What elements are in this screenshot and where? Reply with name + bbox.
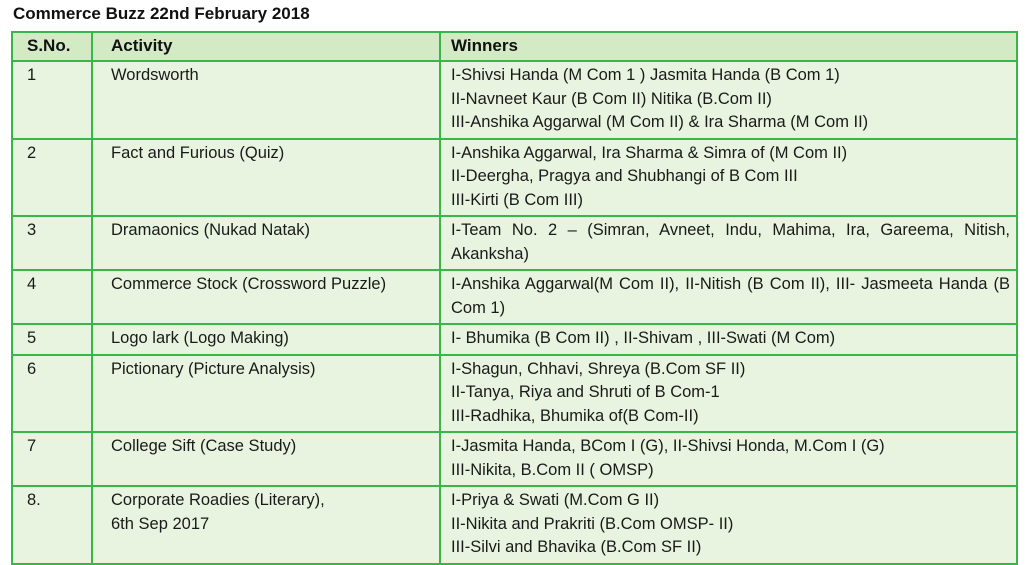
activity-line: Wordsworth bbox=[111, 66, 199, 84]
cell-winners bbox=[440, 486, 1017, 564]
winners-line: III-Anshika Aggarwal (M Com II) & Ira Sharma (M Com II) bbox=[451, 113, 869, 131]
activity-line: Pictionary (Picture Analysis) bbox=[111, 359, 316, 378]
table-header-row bbox=[12, 32, 1017, 61]
winners-line: III-Radhika, Bhumika of(B Com-II) bbox=[451, 406, 699, 425]
cell-activity bbox=[92, 324, 440, 355]
activity-line: Dramaonics (Nukad Natak) bbox=[111, 221, 310, 239]
winners-line: III-Silvi and Bhavika (B.Com SF II) bbox=[451, 538, 702, 556]
winners-line: I-Anshika Aggarwal, Ira Sharma & Simra of (M Com II) bbox=[451, 143, 848, 162]
activity-line: College Sift (Case Study) bbox=[111, 437, 297, 455]
cell-activity bbox=[92, 432, 440, 486]
winners-line: I-Shagun, Chhavi, Shreya (B.Com SF II) bbox=[451, 359, 746, 378]
cell-sno: 1 bbox=[12, 61, 92, 139]
cell-winners bbox=[440, 139, 1017, 217]
cell-activity bbox=[92, 61, 440, 139]
cell-winners bbox=[440, 216, 1017, 270]
activity-line: 6th Sep 2017 bbox=[111, 514, 210, 533]
table-row bbox=[12, 432, 1017, 486]
winners-line: III-Kirti (B Com III) bbox=[451, 190, 583, 209]
winners-text: I-Team No. 2 – (Simran, Avneet, Indu, Mahima, Ira, Gareema, Nitish, Akanksha) bbox=[451, 221, 1010, 263]
winners-table bbox=[11, 31, 1018, 565]
winners-line: II-Nikita and Prakriti (B.Com OMSP- II) bbox=[451, 514, 734, 533]
winners-line: I-Jasmita Handa, BCom I (G), II-Shivsi Honda, M.Com I (G) bbox=[451, 437, 885, 455]
cell-winners bbox=[440, 324, 1017, 355]
winners-line: I-Priya & Swati (M.Com G II) bbox=[451, 491, 660, 509]
activity-line: Fact and Furious (Quiz) bbox=[111, 143, 285, 162]
cell-sno: 3 bbox=[12, 216, 92, 270]
table-row bbox=[12, 355, 1017, 433]
activity-line: Corporate Roadies (Literary), bbox=[111, 491, 325, 509]
cell-winners bbox=[440, 61, 1017, 139]
table-row bbox=[12, 61, 1017, 139]
cell-activity bbox=[92, 355, 440, 433]
header-activity: Activity bbox=[92, 32, 440, 61]
winners-line: I-Shivsi Handa (M Com 1 ) Jasmita Handa (B Com 1) bbox=[451, 66, 840, 84]
table-row bbox=[12, 216, 1017, 270]
table-row bbox=[12, 486, 1017, 564]
page-title: Commerce Buzz 22nd February 2018 bbox=[13, 4, 310, 23]
activity-line: Logo lark (Logo Making) bbox=[111, 329, 289, 347]
cell-sno: 6 bbox=[12, 355, 92, 433]
table-row bbox=[12, 139, 1017, 217]
header-winners: Winners bbox=[440, 32, 1017, 61]
cell-sno: 4 bbox=[12, 270, 92, 324]
cell-sno: 7 bbox=[12, 432, 92, 486]
winners-line: II-Deergha, Pragya and Shubhangi of B Com III bbox=[451, 167, 798, 185]
table-row bbox=[12, 270, 1017, 324]
cell-winners bbox=[440, 432, 1017, 486]
table-row bbox=[12, 324, 1017, 355]
cell-sno: 2 bbox=[12, 139, 92, 217]
cell-activity bbox=[92, 139, 440, 217]
cell-activity bbox=[92, 216, 440, 270]
cell-activity bbox=[92, 486, 440, 564]
winners-line: II-Tanya, Riya and Shruti of B Com-1 bbox=[451, 383, 720, 401]
winners-line: III-Nikita, B.Com II ( OMSP) bbox=[451, 460, 654, 479]
winners-line: I- Bhumika (B Com II) , II-Shivam , III-Swati (M Com) bbox=[451, 329, 836, 347]
header-sno: S.No. bbox=[12, 32, 92, 61]
cell-activity bbox=[92, 270, 440, 324]
winners-line: II-Navneet Kaur (B Com II) Nitika (B.Com II) bbox=[451, 89, 772, 108]
cell-sno: 8. bbox=[12, 486, 92, 564]
activity-line: Commerce Stock (Crossword Puzzle) bbox=[111, 275, 387, 293]
cell-winners bbox=[440, 355, 1017, 433]
cell-sno: 5 bbox=[12, 324, 92, 355]
cell-winners bbox=[440, 270, 1017, 324]
table-body bbox=[12, 61, 1017, 564]
winners-text: I-Anshika Aggarwal(M Com II), II-Nitish (B Com II), III- Jasmeeta Handa (B Com 1) bbox=[451, 275, 1010, 317]
